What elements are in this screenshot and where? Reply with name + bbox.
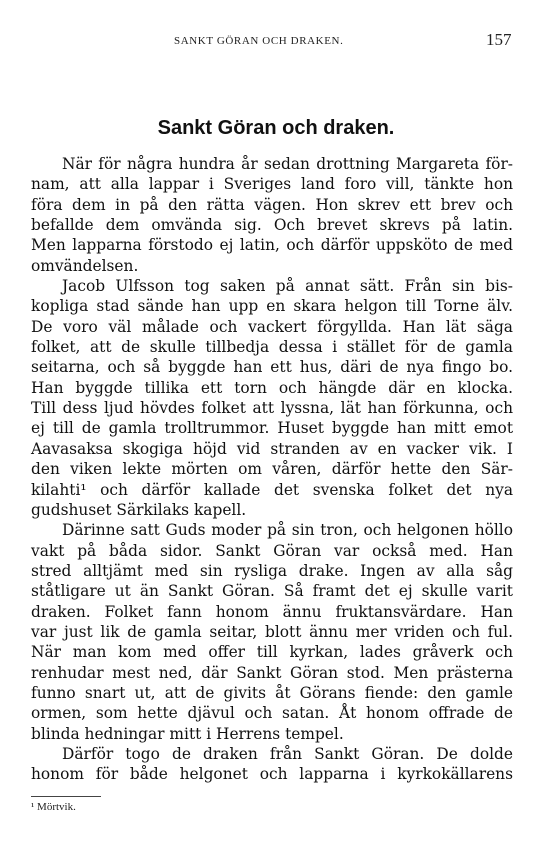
text-line: föra dem in på den rätta vägen. Hon skrev ett brev och: [31, 195, 513, 214]
text-line: befallde dem omvända sig. Och brevet skrevs på latin.: [31, 216, 513, 235]
text-line: När man kom med offer till kyrkan, lades gråverk och: [31, 643, 513, 662]
text-line: Till dess ljud hövdes folket att lyssna, lät han förkunna, och: [31, 399, 513, 418]
text-line: stred alltjämt med sin rysliga drake. Ingen av alla såg: [31, 561, 513, 580]
text-line: Därför togo de draken från Sankt Göran. De dolde: [62, 744, 513, 763]
body-text: [31, 154, 513, 785]
text-line: Men lapparna förstodo ej latin, och därför uppsköto de med: [31, 236, 513, 255]
text-line: folket, att de skulle tillbedja dessa i stället för de gamla: [31, 338, 513, 357]
text-line: Aavasaksa skogiga höjd vid stranden av en vacker vik. I: [31, 439, 513, 458]
text-line: den viken lekte mörten om våren, därför hette den Sär-: [31, 460, 513, 479]
text-line: blinda hedningar mitt i Herrens tempel.: [31, 724, 344, 743]
chapter-title: Sankt Göran och draken.: [157, 117, 395, 139]
text-line: Därinne satt Guds moder på sin tron, och helgonen höllo: [62, 521, 513, 540]
footnote: ¹ Mörtvik.: [31, 801, 76, 813]
text-line: ej till de gamla trolltrummor. Huset byggde han mitt emot: [31, 419, 513, 438]
text-line: nam, att alla lappar i Sveriges land foro vill, tänkte hon: [31, 175, 513, 194]
text-line: kilahti¹ och därför kallade det svenska folket det nya: [31, 480, 513, 499]
text-line: De voro väl målade och vackert förgyllda. Han lät säga: [31, 317, 513, 336]
page-number: 157: [486, 30, 512, 49]
text-line: gudshuset Särkilaks kapell.: [31, 500, 247, 519]
text-line: kopliga stad sände han upp en skara helgon till Torne älv.: [31, 297, 513, 316]
text-line: funno snart ut, att de givits åt Görans fiende: den gamle: [31, 683, 513, 702]
text-line: Han byggde tillika ett torn och hängde där en klocka.: [31, 378, 513, 397]
text-line: När för några hundra år sedan drottning Margareta för-: [62, 155, 513, 173]
text-line: var just lik de gamla seitar, blott ännu mer vriden och ful.: [31, 622, 513, 641]
running-header: SANKT GÖRAN OCH DRAKEN.: [174, 35, 344, 47]
text-line: vakt på båda sidor. Sankt Göran var också med. Han: [31, 541, 513, 560]
text-line: Jacob Ulfsson tog saken på annat sätt. Från sin bis-: [62, 277, 513, 296]
text-line: draken. Folket fann honom ännu fruktansvärdare. Han: [31, 602, 513, 621]
text-line: ståtligare ut än Sankt Göran. Så framt det ej skulle varit: [31, 582, 513, 601]
text-line: omvändelsen.: [31, 256, 139, 275]
text-line: ormen, som hette djävul och satan. Åt honom offrade de: [31, 704, 513, 723]
text-line: renhudar mest ned, där Sankt Göran stod. Men prästerna: [31, 663, 513, 682]
text-line: honom för både helgonet och lapparna i kyrkokällarens: [31, 765, 513, 784]
footnote-divider: [31, 796, 101, 797]
text-line: seitarna, och så byggde han ett hus, däri de nya fingo bo.: [31, 358, 513, 377]
